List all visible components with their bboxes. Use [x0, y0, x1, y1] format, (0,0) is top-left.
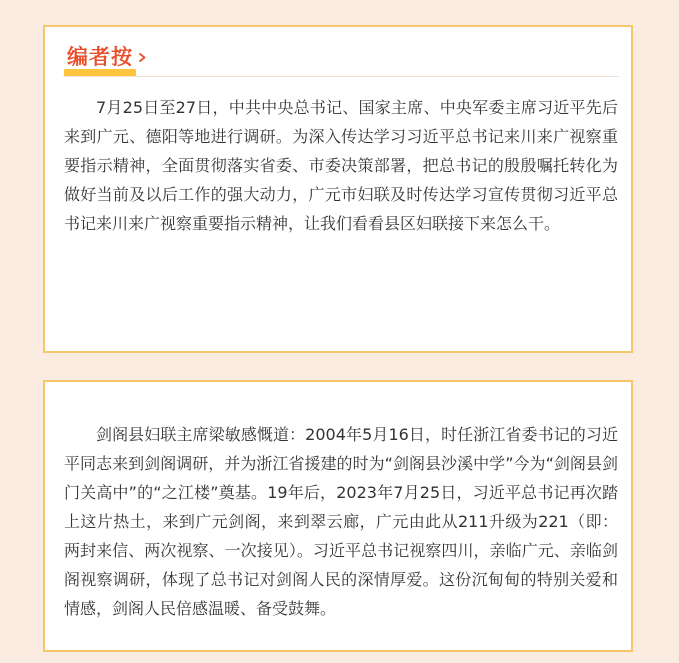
story-card	[43, 380, 633, 652]
chevron-right-icon	[139, 53, 146, 62]
story-paragraph: 剑阁县妇联主席梁敏感慨道：2004年5月16日，时任浙江省委书记的习近平同志来到剑阁调研，并为浙江省援建的时为“剑阁县沙溪中学”今为“剑阁县剑门关高中”的“之江楼”奠基。19年后，2023年7月25日，习近平总书记再次踏上这片热土，来到广元剑阁，来到翠云廊，广元由此从211升级为221（即：两封来信、两次视察、一次接见）。习近平总书记视察四川，亲临广元、亲临剑阁视察调研，体现了总书记对剑阁人民的深情厚爱。这份沉甸甸的特别关爱和情感，剑阁人民倍感温暖、备受鼓舞。	[64, 425, 618, 618]
editor-note-header	[63, 41, 619, 77]
editor-note-title: 编者按	[67, 45, 133, 69]
editor-note-card	[43, 25, 633, 353]
editor-note-paragraph: 7月25日至27日，中共中央总书记、国家主席、中央军委主席习近平先后来到广元、德阳等地进行调研。为深入传达学习习近平总书记来川来广视察重要指示精神，全面贯彻落实省委、市委决策部署，把总书记的殷殷嘱托转化为做好当前及以后工作的强大动力，广元市妇联及时传达学习宣传贯彻习近平总书记来川来广视察重要指示精神，让我们看看县区妇联接下来怎么干。	[64, 98, 618, 233]
header-divider	[63, 76, 619, 77]
